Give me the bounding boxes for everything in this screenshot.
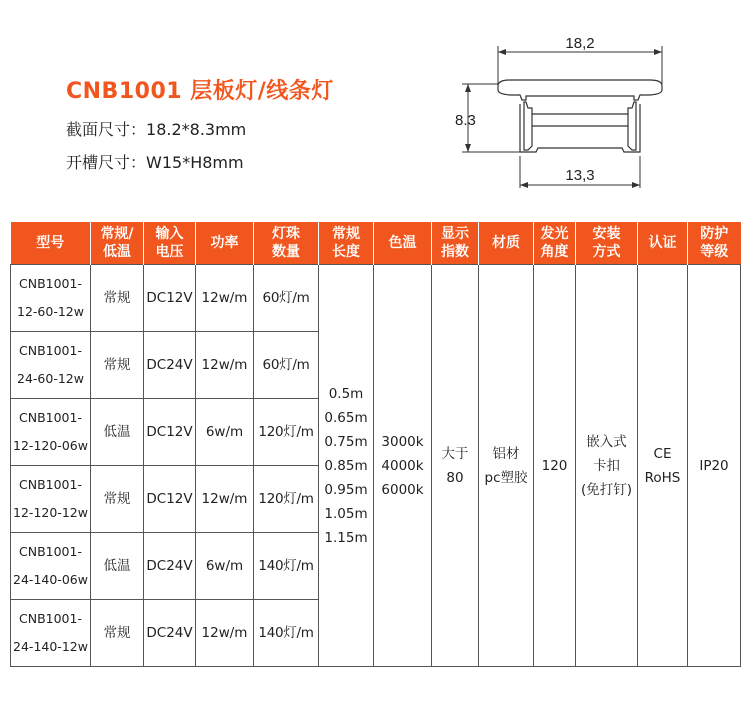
- cell-line: 24-140-06w: [13, 572, 88, 587]
- dimension-arrow-down: [465, 144, 471, 152]
- cell-line: 4000k: [381, 457, 424, 474]
- cell-line: 0.5m: [328, 385, 364, 402]
- groove-label: 开槽尺寸：: [66, 153, 147, 172]
- voltage-cell: DC24V: [144, 533, 196, 600]
- type-cell: 常规: [91, 600, 144, 667]
- header-cct: [374, 222, 432, 265]
- header-type: [91, 222, 144, 265]
- voltage-cell: DC24V: [144, 332, 196, 399]
- cell-line: 输入: [155, 226, 184, 242]
- voltage-cell: DC24V: [144, 600, 196, 667]
- type-cell: 常规: [91, 265, 144, 332]
- leds-cell: 120灯/m: [254, 466, 319, 533]
- cell-line: 24-60-12w: [17, 371, 84, 386]
- material-cell: [479, 265, 534, 667]
- cell-line: 电压: [155, 244, 184, 260]
- cell-line: 常规: [332, 226, 360, 242]
- cell-line: 24-140-12w: [13, 639, 88, 654]
- cct-cell: [374, 265, 432, 667]
- cell-line: 12-120-12w: [13, 505, 88, 520]
- cell-line: 80: [446, 469, 464, 486]
- cell-line: 0.85m: [324, 457, 368, 474]
- model-cell: [11, 533, 91, 600]
- cell-line: 防护: [700, 226, 729, 242]
- cell-line: CNB1001-: [19, 477, 82, 492]
- groove-spec: [66, 150, 244, 173]
- cross-section-value: 18.2*8.3mm: [146, 120, 247, 139]
- power-cell: 6w/m: [196, 533, 254, 600]
- cell-line: 12-60-12w: [17, 304, 84, 319]
- cell-line: 灯珠: [272, 226, 300, 242]
- header-voltage: [144, 222, 196, 265]
- power-cell: 12w/m: [196, 600, 254, 667]
- dimension-arrow-left: [498, 49, 506, 55]
- cell-line: 卡扣: [593, 457, 620, 474]
- spec-table: [10, 222, 741, 667]
- cell-line: CNB1001-: [19, 276, 82, 291]
- type-cell: 常规: [91, 466, 144, 533]
- cell-line: 3000k: [381, 433, 424, 450]
- top-width-label: 18,2: [565, 35, 595, 52]
- cross-section-spec: [66, 117, 246, 140]
- header-ip: [688, 222, 741, 265]
- leds-cell: 120灯/m: [254, 399, 319, 466]
- cell-line: pc塑胶: [484, 469, 528, 486]
- type-cell: 低温: [91, 533, 144, 600]
- cell-line: 色温: [388, 235, 417, 251]
- cell-line: 等级: [700, 244, 729, 260]
- cell-line: CNB1001-: [19, 544, 82, 559]
- cell-line: 认证: [648, 235, 677, 251]
- header-material: [479, 222, 534, 265]
- cell-line: 型号: [36, 235, 65, 251]
- cell-line: 6000k: [381, 481, 424, 498]
- cell-line: 常规/: [100, 226, 134, 242]
- angle-cell: [534, 265, 576, 667]
- power-cell: 12w/m: [196, 466, 254, 533]
- cell-line: 0.95m: [324, 481, 368, 498]
- table-row: [11, 265, 741, 332]
- cell-line: 材质: [492, 235, 520, 251]
- model-cell: [11, 265, 91, 332]
- voltage-cell: DC12V: [144, 466, 196, 533]
- cell-line: RoHS: [644, 469, 681, 486]
- cri-cell: [432, 265, 479, 667]
- model-cell: [11, 332, 91, 399]
- model-cell: [11, 600, 91, 667]
- dimension-arrow-up: [465, 84, 471, 92]
- cell-line: 0.75m: [324, 433, 368, 450]
- dimension-arrow-right: [654, 49, 662, 55]
- leds-cell: 60灯/m: [254, 265, 319, 332]
- product-title: CNB1001 层板灯/线条灯: [66, 79, 334, 104]
- dimension-arrow-right: [632, 182, 640, 188]
- table-header-row: [11, 222, 741, 265]
- leds-cell: 140灯/m: [254, 600, 319, 667]
- profile-outline: [498, 80, 662, 152]
- header-leds: [254, 222, 319, 265]
- cell-line: 长度: [332, 244, 360, 260]
- cell-line: 1.15m: [324, 529, 368, 546]
- cell-line: 120: [541, 457, 568, 474]
- type-cell: 常规: [91, 332, 144, 399]
- cell-line: IP20: [699, 457, 729, 474]
- power-cell: 6w/m: [196, 399, 254, 466]
- leds-cell: 60灯/m: [254, 332, 319, 399]
- cell-line: 铝材: [492, 445, 520, 462]
- cell-line: (免打钉): [580, 481, 633, 498]
- model-cell: [11, 466, 91, 533]
- power-cell: 12w/m: [196, 265, 254, 332]
- cell-line: 发光: [540, 226, 569, 242]
- cell-line: 显示: [441, 226, 469, 242]
- cell-line: 低温: [103, 244, 131, 260]
- ip-cell: [688, 265, 741, 667]
- cell-line: 方式: [592, 244, 621, 260]
- dimension-arrow-left: [520, 182, 528, 188]
- cell-line: 0.65m: [324, 409, 368, 426]
- cell-line: CNB1001-: [19, 611, 82, 626]
- type-cell: 低温: [91, 399, 144, 466]
- cert-cell: [638, 265, 688, 667]
- cell-line: 嵌入式: [586, 433, 627, 450]
- voltage-cell: DC12V: [144, 399, 196, 466]
- install-cell: [576, 265, 638, 667]
- header-install: [576, 222, 638, 265]
- cell-line: 大于: [441, 445, 469, 462]
- cross-section-label: 截面尺寸：: [66, 120, 147, 139]
- header-angle: [534, 222, 576, 265]
- voltage-cell: DC12V: [144, 265, 196, 332]
- power-cell: 12w/m: [196, 332, 254, 399]
- cell-line: 12-120-06w: [13, 438, 88, 453]
- height-label: 8.3: [455, 112, 476, 129]
- profile-cross-section-drawing: [450, 28, 690, 198]
- leds-cell: 140灯/m: [254, 533, 319, 600]
- cell-line: 角度: [540, 244, 569, 260]
- cell-line: CE: [653, 445, 672, 462]
- cell-line: 1.05m: [324, 505, 368, 522]
- header-power: [196, 222, 254, 265]
- cell-line: CNB1001-: [19, 410, 82, 425]
- cell-line: 数量: [272, 244, 300, 260]
- header-length: [319, 222, 374, 265]
- header-model: [11, 222, 91, 265]
- model-cell: [11, 399, 91, 466]
- header-cert: [638, 222, 688, 265]
- groove-value: W15*H8mm: [146, 153, 244, 172]
- length-cell: [319, 265, 374, 667]
- cell-line: 功率: [210, 235, 239, 251]
- header-cri: [432, 222, 479, 265]
- cell-line: 指数: [441, 244, 469, 260]
- cell-line: 安装: [592, 226, 621, 242]
- bottom-width-label: 13,3: [565, 167, 595, 184]
- cell-line: CNB1001-: [19, 343, 82, 358]
